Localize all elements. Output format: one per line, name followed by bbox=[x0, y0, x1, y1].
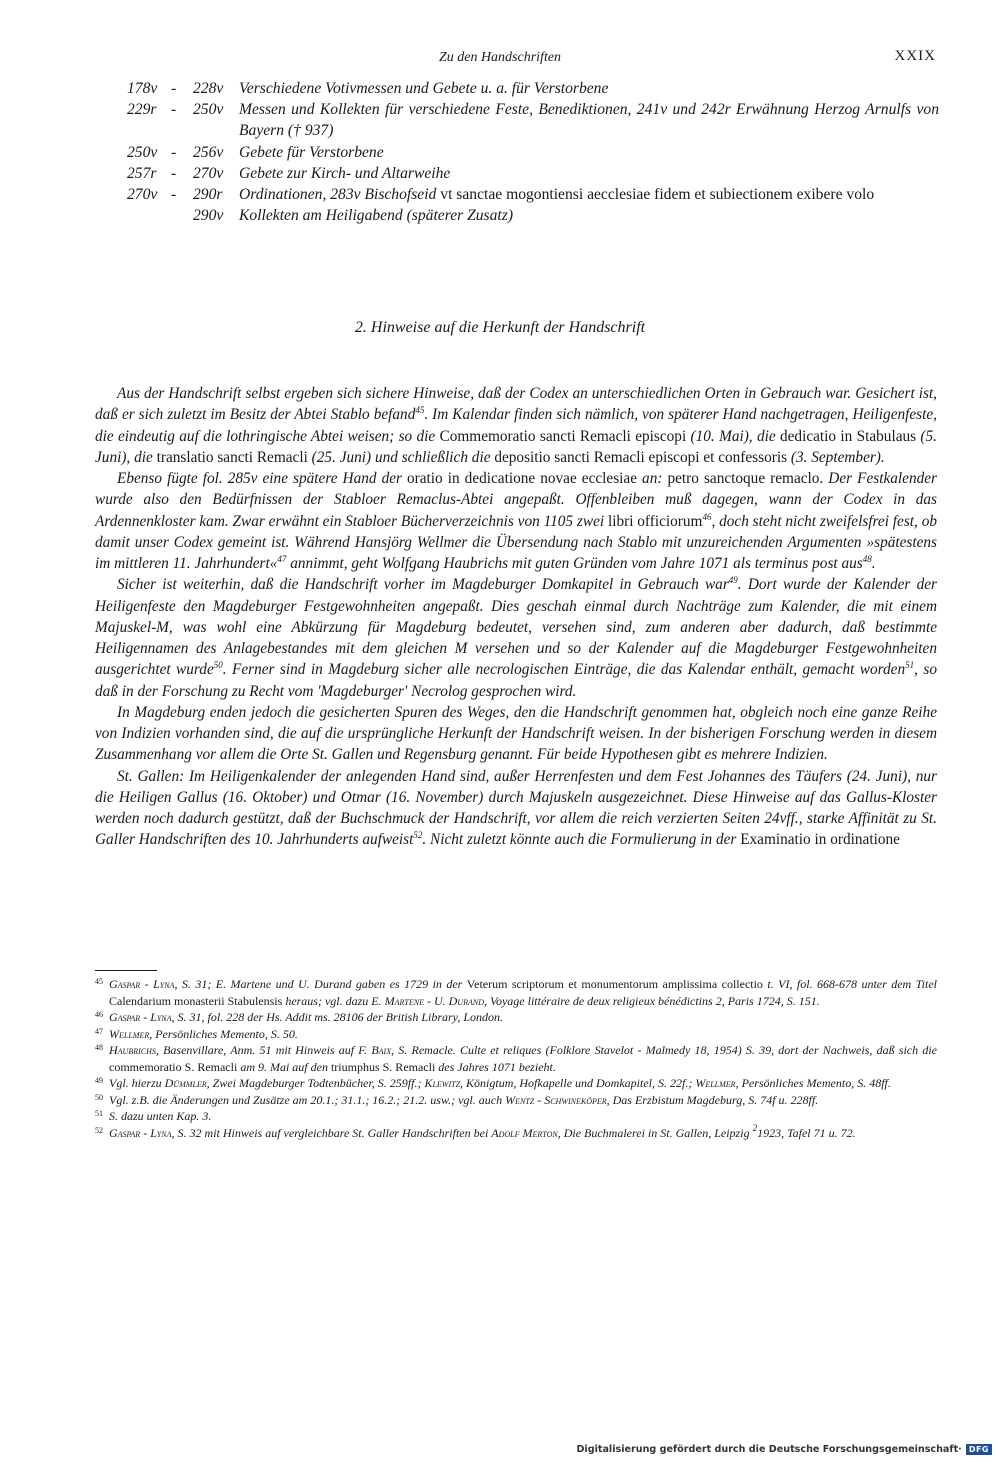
folio-to: 228v bbox=[193, 80, 224, 97]
folio-from: 270v bbox=[127, 186, 158, 204]
folio-to: 290r bbox=[193, 186, 223, 204]
footnotes bbox=[95, 976, 937, 1141]
latin-quote: Commemoratio sancti Remacli episcopi bbox=[439, 427, 687, 445]
contents-row bbox=[64, 142, 939, 163]
footnote-number: 47 bbox=[95, 1026, 103, 1036]
text-run: , Persönliches Memento, S. 50. bbox=[149, 1026, 298, 1041]
footnote-number: 51 bbox=[95, 1109, 103, 1118]
footnote bbox=[95, 1009, 937, 1026]
text-run: Aus der Handschrift selbst ergeben sich sichere Hinweise, daß der Codex an unterschiedlichen Orten in Gebrauch war. Gesichert ist, daß er sich zuletzt im Besitz der Abtei Stablo befand bbox=[95, 385, 937, 424]
folio-to: 290v bbox=[193, 207, 224, 225]
text-run: , Basenvillare, Anm. 51 mit Hinweis auf F. bbox=[155, 1043, 372, 1057]
body-text bbox=[95, 383, 937, 851]
latin-quote: translatio sancti Remacli bbox=[156, 448, 308, 466]
running-head bbox=[0, 48, 1000, 70]
text-run: - bbox=[140, 1125, 151, 1140]
contents-description: Gebete für Verstorbene bbox=[239, 143, 384, 161]
contents-description bbox=[239, 184, 939, 205]
author-name: Wentz bbox=[505, 1092, 535, 1107]
latin-quote: dedicatio in Stabulaus bbox=[779, 427, 917, 445]
author-name: Wellmer bbox=[109, 1026, 150, 1041]
author-name: Martene bbox=[384, 993, 424, 1008]
latin-quote: commemoratio S. Remacli bbox=[109, 1059, 238, 1074]
text-run: - bbox=[140, 1010, 151, 1024]
footnote bbox=[95, 1042, 937, 1075]
text-run: . Ferner sind in Magdeburg sicher alle necrologischen Einträge, die das Kalendar enthält, gemacht worden bbox=[222, 661, 906, 679]
paragraph bbox=[95, 766, 937, 851]
contents-row bbox=[64, 99, 939, 141]
contents-list bbox=[64, 78, 939, 226]
footnote-number: 46 bbox=[95, 1010, 103, 1019]
latin-quote: Examinatio in ordinatione bbox=[740, 831, 900, 849]
contents-row bbox=[64, 163, 939, 184]
footnote-ref: 50 bbox=[213, 660, 223, 671]
folio-dash: - bbox=[171, 80, 177, 97]
text-run: (10. Mai), die bbox=[686, 427, 780, 445]
folio-from: 178v bbox=[127, 80, 158, 97]
author-name: Schwineköper bbox=[544, 1092, 607, 1107]
text-run: des Jahres 1071 bezieht. bbox=[435, 1059, 556, 1074]
text-run: , S. 32 mit Hinweis auf vergleichbare St. Galler Handschriften bei bbox=[171, 1125, 492, 1140]
dfg-logo-icon: DFG bbox=[966, 1444, 992, 1455]
running-title: Zu den Handschriften bbox=[438, 50, 562, 65]
text-run: annimmt, geht Wolfgang Haubrichs mit guten Gründen vom Jahre 1071 als terminus post aus bbox=[286, 555, 863, 572]
latin-quote: Veterum scriptorum et monumentorum amplissima collectio bbox=[466, 977, 763, 991]
footnote bbox=[95, 976, 937, 1009]
footnote-ref: 51 bbox=[905, 660, 915, 671]
edition-number: 2 bbox=[752, 1122, 758, 1133]
paragraph bbox=[95, 383, 937, 468]
folio-dash: - bbox=[171, 143, 177, 161]
footnote bbox=[95, 1108, 937, 1125]
latin-quote: libri officiorum bbox=[607, 512, 703, 530]
credit-separator: · bbox=[958, 1443, 962, 1455]
text-run: - bbox=[140, 977, 154, 991]
author-name: Gaspar bbox=[109, 1125, 141, 1140]
paragraph bbox=[95, 468, 937, 574]
folio-from: 229r bbox=[127, 101, 157, 119]
footnote-number: 50 bbox=[95, 1092, 103, 1102]
contents-description: Verschiedene Votivmessen und Gebete u. a. für Verstorbene bbox=[239, 80, 609, 97]
author-name: Gaspar bbox=[109, 1010, 141, 1024]
paragraph: In Magdeburg enden jedoch die gesicherten Spuren des Weges, den die Handschrift genommen hat, obgleich noch eine ganze Reihe von Indizien vorhanden sind, die auf die ursprüngliche Herkunft der Handschrift weisen. In der bisherigen Forschung werden in diesem Zusammenhang vor allem die Orte St. Gallen und Regensburg genannt. Für beide Hypothesen gibt es mehrere Indizien. bbox=[95, 703, 937, 764]
paragraph bbox=[95, 574, 937, 702]
footnote-ref: 47 bbox=[277, 554, 287, 564]
contents-text: Ordinationen, 283v Bischofseid bbox=[239, 186, 437, 204]
latin-quote: triumphus S. Remacli bbox=[330, 1059, 436, 1074]
footnote bbox=[95, 1026, 937, 1043]
folio-dash: - bbox=[171, 164, 177, 182]
footnote-ref: 45 bbox=[415, 405, 425, 416]
text-run: heraus; vgl. dazu E. bbox=[282, 993, 385, 1008]
author-name: Wellmer bbox=[695, 1076, 736, 1090]
folio-to: 256v bbox=[193, 143, 224, 161]
text-run: Sicher ist weiterhin, daß die Handschrift vorher im Magdeburger Domkapitel in Gebrauch war bbox=[117, 576, 729, 594]
footnote-ref: 48 bbox=[862, 554, 872, 564]
contents-description: Gebete zur Kirch- und Altarweihe bbox=[239, 164, 451, 182]
text-run: (5. Juni), die bbox=[95, 427, 937, 466]
text-run: t. VI, fol. 668-678 unter dem Titel bbox=[762, 977, 938, 991]
folio-to: 270v bbox=[193, 164, 224, 182]
contents-description: Kollekten am Heiligabend (späterer Zusatz) bbox=[239, 207, 514, 225]
folio-dash: - bbox=[171, 101, 177, 119]
text-run: 1923, Tafel 71 u. 72. bbox=[757, 1125, 856, 1140]
latin-quote: vt sanctae mogontiensi aecclesiae fidem et subiectionem exibere volo bbox=[440, 186, 875, 204]
footnote-divider bbox=[95, 970, 157, 971]
text-run: , Das Erzbistum Magdeburg, S. 74f u. 228ff. bbox=[606, 1092, 819, 1107]
text-run: (25. Juni) und schließlich die bbox=[307, 448, 495, 466]
text-run: - U. bbox=[423, 993, 449, 1008]
text-run: , Persönliches Memento, S. 48ff. bbox=[735, 1076, 891, 1090]
text-run: , Königtum, Hofkapelle und Domkapitel, S. 22f.; bbox=[460, 1076, 696, 1090]
digitization-credit bbox=[576, 1441, 992, 1457]
credit-text: Digitalisierung gefördert durch die Deutsche Forschungsgemeinschaft bbox=[576, 1443, 959, 1455]
folio-from: 257r bbox=[127, 164, 157, 182]
contents-row bbox=[64, 184, 939, 205]
author-name: Durand bbox=[448, 993, 484, 1008]
folio-from: 250v bbox=[127, 143, 158, 161]
footnote-ref: 52 bbox=[413, 830, 423, 841]
author-name: Baix bbox=[371, 1043, 392, 1057]
contents-description: Messen und Kollekten für verschiedene Feste, Benediktionen, 241v und 242r Erwähnung Herzog Arnulfs von Bayern († 937) bbox=[239, 101, 939, 140]
text-run: . Im Kalendar finden sich nämlich, von späterer Hand nachgetragen, Heiligenfeste, die eindeutig auf die lothringische Abtei weisen; so die bbox=[95, 406, 937, 445]
latin-quote: oratio in dedicatione novae ecclesiae bbox=[407, 470, 637, 487]
author-name: Haubrichs bbox=[109, 1043, 156, 1057]
latin-quote: Calendarium monasterii Stabulensis bbox=[109, 993, 283, 1008]
text-run: , doch steht nicht zweifelsfrei fest, ob damit unser Codex gemeint ist. Während Hansjörg Wellmer die Übersendung nach Stablo mit unzureichenden Argumenten »spätestens im mittleren 11. Jahrhundert« bbox=[95, 512, 937, 572]
text-run: Vgl. z.B. die Änderungen und Zusätze am 20.1.; 31.1.; 16.2.; 21.2. usw.; vgl. auch bbox=[109, 1092, 506, 1107]
contents-row bbox=[64, 78, 939, 99]
folio-dash: - bbox=[171, 186, 177, 204]
text-run: - bbox=[534, 1092, 545, 1107]
latin-quote: petro sanctoque remaclo. bbox=[667, 470, 824, 487]
author-name: Gaspar bbox=[109, 977, 141, 991]
author-name: Lyna bbox=[150, 1010, 172, 1024]
text-run: , so daß in der Forschung zu Recht vom 'Magdeburger' Necrolog gesprochen wird. bbox=[95, 661, 937, 700]
footnote-number: 45 bbox=[95, 977, 103, 986]
text-run: St. Gallen: Im Heiligenkalender der anlegenden Hand sind, außer Herrenfesten und dem Fest Johannes des Täufers (24. Juni), nur die Heiligen Gallus (16. Oktober) und Otmar (16. November) durch Majuskeln ausgezeichnet. Diese Hinweise auf das Gallus-Kloster werden noch dadurch gestützt, daß der Buchschmuck der Handschrift, vor allem die reich verzierten Seiten 24vff., starke Affinität zu St. Galler Handschriften des 10. Jahrhunderts aufweist bbox=[95, 767, 937, 849]
text-run: Ebenso fügte fol. 285v eine spätere Hand der bbox=[117, 470, 408, 487]
text-run: . Dort wurde der Kalender der Heiligenfeste den Magdeburger Festgewohnheiten angepaßt. Dies geschah einmal durch Nachträge zum Kalender, die mit einem Majuskel-M, was wohl eine Abkürzung für Magdeburg bedeutet, versehen sind, zum anderen aber dadurch, daß bestimmte Heiligennamen des Anlagebestandes mit dem gleichen M versehen und so der Kalender auf die Magdeburger Festgewohnheiten ausgerichtet wurde bbox=[95, 576, 937, 679]
author-name: Klewitz bbox=[424, 1076, 461, 1090]
author-name: Adolf Merton bbox=[491, 1125, 558, 1140]
text-run: , S. 31; E. Martene und U. Durand gaben es 1729 in der bbox=[174, 977, 467, 991]
text-run: Der Festkalender wurde also den Bedürfnissen der Stabloer Remaclus-Abtei angepaßt. Offenbleiben muß dagegen, wann der Codex in das Ardennenkloster kam. Zwar erwähnt ein Stabloer Bücherverzeichnis von 1105 zwei bbox=[95, 470, 937, 530]
text-run: , Die Buchmalerei in St. Gallen, Leipzig bbox=[557, 1125, 753, 1140]
text-run: . Nicht zuletzt könnte auch die Formulierung in der bbox=[422, 831, 741, 849]
text-run: . bbox=[871, 555, 876, 572]
text-run: , Zwei Magdeburger Todtenbücher, S. 259ff.; bbox=[206, 1076, 425, 1090]
footnote-number: 49 bbox=[95, 1076, 103, 1085]
footnote-ref: 46 bbox=[702, 511, 712, 522]
contents-row bbox=[64, 205, 939, 226]
footnote bbox=[95, 1122, 937, 1142]
section-heading: 2. Hinweise auf die Herkunft der Handschrift bbox=[354, 319, 646, 336]
latin-quote: depositio sancti Remacli episcopi et confessoris bbox=[494, 448, 788, 466]
author-name: Dümmler bbox=[164, 1076, 207, 1090]
text-run: Vgl. hierzu bbox=[109, 1076, 165, 1090]
author-name: Lyna bbox=[150, 1125, 172, 1140]
text-run: , S. 31, fol. 228 der Hs. Addit ms. 28106 der British Library, London. bbox=[171, 1010, 504, 1024]
author-name: Lyna bbox=[153, 977, 175, 991]
text-run: S. dazu unten Kap. 3. bbox=[109, 1109, 212, 1123]
footnote bbox=[95, 1092, 937, 1109]
text-run: , Voyage littéraire de deux religieux bénédictins 2, Paris 1724, S. 151. bbox=[483, 993, 820, 1008]
footnote-ref: 49 bbox=[728, 575, 738, 586]
footnote-number: 52 bbox=[95, 1125, 103, 1135]
page-number: XXIX bbox=[894, 48, 936, 64]
text-run: , S. Remacle. Culte et reliques (Folklore Stavelot - Malmedy 18, 1954) S. 39, dort der Nachweis, daß sich die bbox=[391, 1043, 937, 1057]
text-run: (3. September). bbox=[787, 448, 885, 466]
text-run: an: bbox=[637, 470, 668, 487]
footnote-number: 48 bbox=[95, 1043, 103, 1052]
footnote bbox=[95, 1075, 937, 1092]
text-run: am 9. Mai auf den bbox=[237, 1059, 331, 1074]
folio-to: 250v bbox=[193, 101, 224, 119]
